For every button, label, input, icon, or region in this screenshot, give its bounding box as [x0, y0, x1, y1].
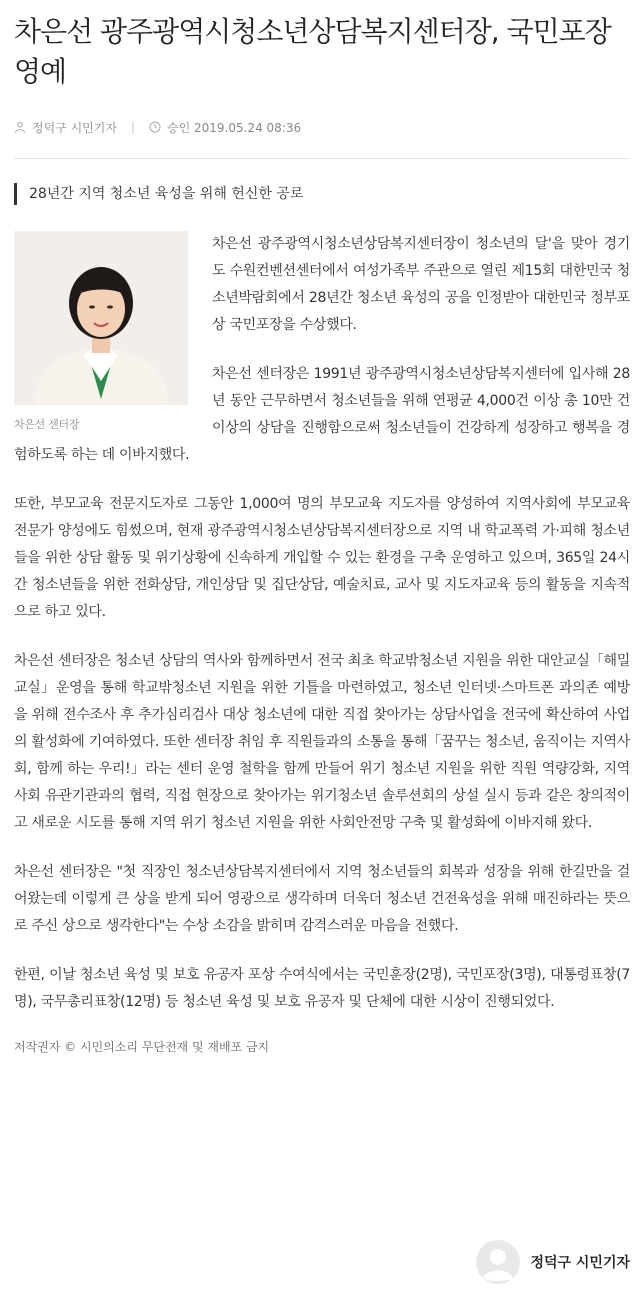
copyright-notice: 저작권자 © 시민의소리 무단전재 및 재배포 금지 — [14, 1040, 270, 1054]
paragraph-3: 또한, 부모교육 전문지도자로 그동안 1,000여 명의 부모교육 지도자를 양성하여 지역사회에 부모교육 전문가 양성에도 힘썼으며, 현재 광주광역시청소년상담복지센터장으로 지역 내 학교폭력 가·피해 청소년들을 위한 상담 활동 및 위기상황에 신속하게 개입할 수 있는 환경을 구축 운영하고 있으며, 365일 24시간 청소년들을 위한 전화상담, 개인상담 및 집단상담, 예술치료, 교사 및 지도자교육 등의 활동을 지속적으로 하고 있다. — [14, 496, 630, 620]
article-meta — [14, 118, 630, 136]
paragraph-6: 한편, 이날 청소년 육성 및 보호 유공자 포상 수여식에서는 국민훈장(2명), 국민포장(3명), 대통령표창(7명), 국무총리표창(12명) 등 청소년 육성 및 보호 유공자 및 단체에 대한 시상이 진행되었다. — [14, 967, 630, 1010]
reporter-byline[interactable] — [476, 1240, 630, 1284]
article-subtitle: 28년간 지역 청소년 육성을 위해 헌신한 공로 — [14, 183, 630, 205]
portrait-photo[interactable] — [14, 231, 188, 405]
author-name[interactable]: 정덕구 시민기자 — [32, 120, 117, 135]
article-photo[interactable] — [14, 231, 188, 433]
paragraph-5: 차은선 센터장은 "첫 직장인 청소년상담복지센터에서 지역 청소년들의 회복과 성장을 위해 한길만을 걸어왔는데 이렇게 큰 상을 받게 되어 영광으로 생각하며 더욱더 청소년 건전육성을 위해 매진하라는 뜻으로 주신 상으로 생각한다"는 수상 소감을 밝히며 감격스러운 마음을 전했다. — [14, 864, 630, 934]
meta-separator: | — [130, 120, 136, 134]
photo-caption: 차은선 센터장 — [14, 418, 80, 431]
person-icon — [14, 121, 26, 133]
paragraph-1: 차은선 광주광역시청소년상담복지센터장이 청소년의 달'을 맞아 경기도 수원컨벤션센터에서 여성가족부 주관으로 열린 제15회 대한민국 청소년박람회에서 28년간 청소년 육성의 공을 인정받아 대한민국 정부포상 국민포장을 수상했다. — [212, 236, 630, 333]
approved-timestamp: 승인 2019.05.24 08:36 — [167, 120, 302, 135]
article-body — [14, 231, 630, 1016]
clock-icon — [149, 121, 161, 133]
paragraph-2: 차은선 센터장은 1991년 광주광역시청소년상담복지센터에 입사해 28년 동안 근무하면서 청소년들을 위해 연평균 4,000건 이상 총 10만 건 이상의 상담을 진행함으로써 청소년들이 건강하게 성장하고 행복을 경험하도록 하는 데 이바지했다. — [14, 366, 630, 463]
reporter-name[interactable]: 정덕구 시민기자 — [530, 1255, 630, 1271]
paragraph-4: 차은선 센터장은 청소년 상담의 역사와 함께하면서 전국 최초 학교밖청소년 지원을 위한 대안교실「해밀교실」운영을 통해 학교밖청소년 지원을 위한 기틀을 마련하였고, 청소년 인터넷·스마트폰 과의존 예방을 위해 전수조사 후 추가심리검사 대상 청소년에 대한 직접 찾아가는 상담사업을 전국에 확산하여 사업의 활성화에 기여하였다. 또한 센터장 취임 후 직원들과의 소통을 통해「꿈꾸는 청소년, 움직이는 지역사회, 함께 하는 우리!」라는 센터 운영 철학을 함께 만들어 위기 청소년 지원을 위한 직원 역량강화, 지역사회 유관기관과의 협력, 직접 현장으로 찾아가는 위기청소년 솔루션회의 상설 실시 등과 같은 창의적이고 새로운 시도를 통해 지역 위기 청소년 지원을 위한 사회안전망 구축 및 활성화에 이바지해 왔다. — [14, 653, 630, 831]
avatar-placeholder-icon[interactable] — [476, 1240, 520, 1284]
meta-divider — [14, 158, 630, 159]
article-title: 차은선 광주광역시청소년상담복지센터장, 국민포장 영예 — [14, 15, 611, 88]
